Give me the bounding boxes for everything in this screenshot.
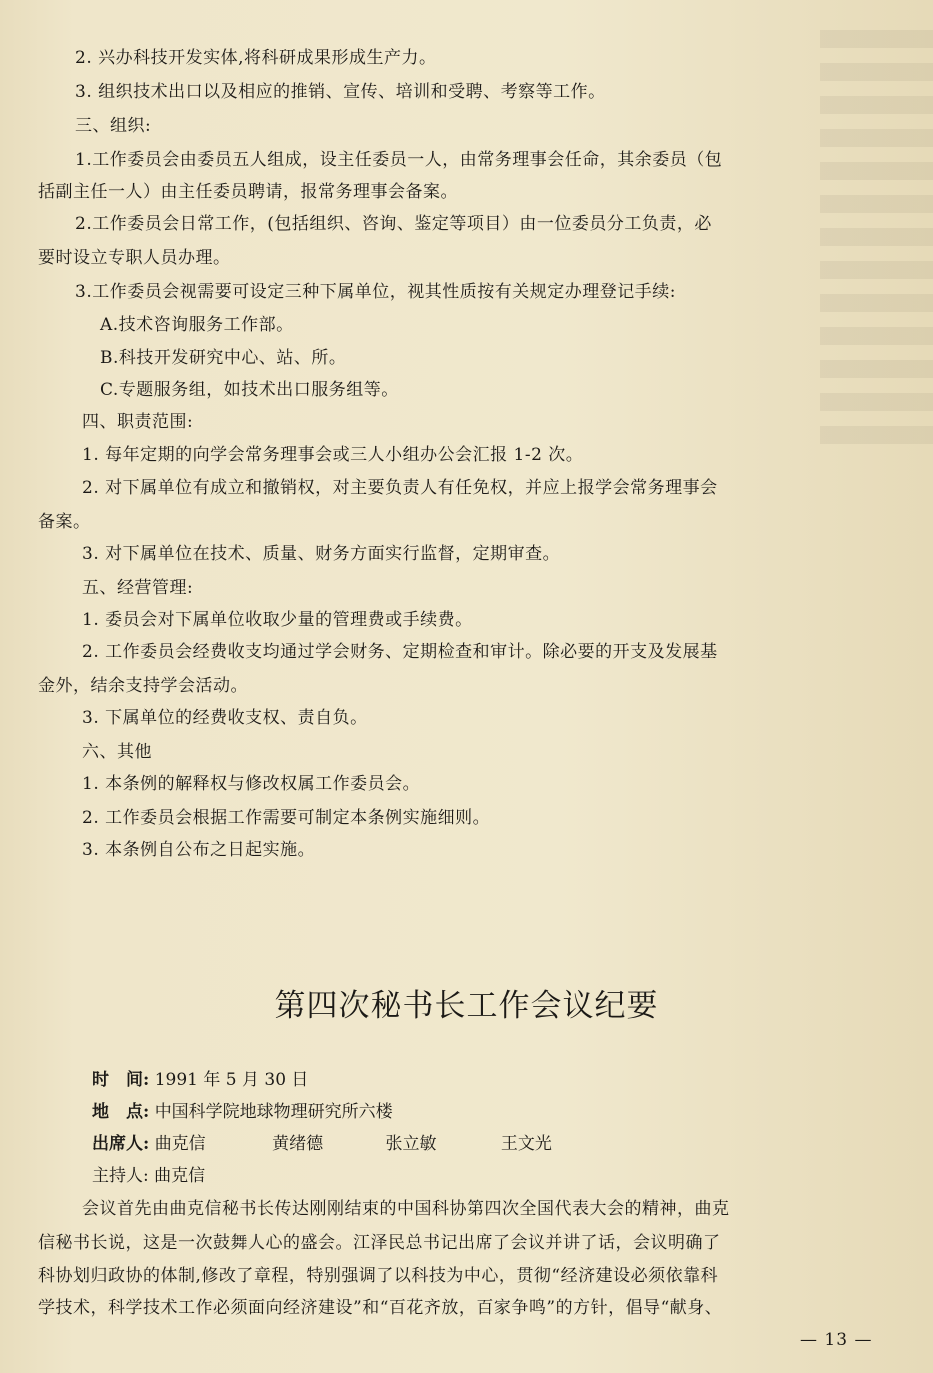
section-heading: 六、其他	[82, 742, 152, 762]
meta-place-value: 中国科学院地球物理研究所六楼	[154, 1102, 393, 1122]
show-through-text	[820, 30, 933, 450]
minutes-title: 第四次秘书长工作会议纪要	[274, 988, 659, 1024]
text-line: B.科技开发研究中心、站、所。	[100, 348, 347, 368]
text-line: C.专题服务组，如技术出口服务组等。	[100, 380, 399, 400]
body-line: 信秘书长说，这是一次鼓舞人心的盛会。江泽民总书记出席了会议并讲了话，会议明确了	[38, 1233, 721, 1253]
text-line: 2. 兴办科技开发实体,将科研成果形成生产力。	[75, 48, 437, 68]
text-line: 2. 工作委员会经费收支均通过学会财务、定期检查和审计。除必要的开支及发展基	[82, 642, 718, 662]
attendee: 张立敏	[385, 1134, 437, 1154]
meta-attendees-label: 出席人:	[92, 1134, 150, 1154]
text-line: 金外，结余支持学会活动。	[38, 676, 248, 696]
meta-time-value: 1991 年 5 月 30 日	[154, 1070, 309, 1090]
text-line: 3.工作委员会视需要可设定三种下属单位，视其性质按有关规定办理登记手续:	[75, 282, 676, 302]
text-line: 3. 对下属单位在技术、质量、财务方面实行监督，定期审查。	[82, 544, 561, 564]
text-line: 括副主任一人）由主任委员聘请，报常务理事会备案。	[38, 182, 458, 202]
text-line: 2. 工作委员会根据工作需要可制定本条例实施细则。	[82, 808, 491, 828]
meta-time	[92, 1068, 308, 1092]
attendee: 曲克信	[154, 1134, 206, 1154]
body-line: 学技术，科学技术工作必须面向经济建设”和“百花齐放，百家争鸣”的方针，倡导“献身、	[38, 1298, 723, 1318]
meta-host-label: 主持人:	[92, 1166, 149, 1186]
text-line: 2. 对下属单位有成立和撤销权，对主要负责人有任免权，并应上报学会常务理事会	[82, 478, 718, 498]
meta-time-label: 时 间:	[92, 1070, 150, 1090]
text-line: 1.工作委员会由委员五人组成，设主任委员一人，由常务理事会任命，其余委员（包	[75, 150, 723, 170]
section-heading: 三、组织:	[75, 116, 152, 136]
attendee: 黄绪德	[272, 1134, 324, 1154]
body-line: 会议首先由曲克信秘书长传达刚刚结束的中国科协第四次全国代表大会的精神，曲克	[82, 1199, 730, 1219]
text-line: 要时设立专职人员办理。	[38, 248, 231, 268]
text-line: 2.工作委员会日常工作，(包括组织、咨询、鉴定等项目）由一位委员分工负责，必	[75, 214, 712, 234]
meta-place	[92, 1100, 393, 1124]
text-line: 备案。	[38, 512, 91, 532]
meta-place-label: 地 点:	[92, 1102, 150, 1122]
text-line: 1. 本条例的解释权与修改权属工作委员会。	[82, 774, 421, 794]
text-line: 1. 每年定期的向学会常务理事会或三人小组办公会汇报 1-2 次。	[82, 445, 584, 465]
attendee: 王文光	[500, 1134, 552, 1154]
section-heading: 四、职责范围:	[82, 412, 194, 432]
text-line: 3. 下属单位的经费收支权、责自负。	[82, 708, 368, 728]
text-line: 3. 组织技术出口以及相应的推销、宣传、培训和受聘、考察等工作。	[75, 82, 606, 102]
page-number: — 13 —	[800, 1330, 873, 1350]
text-line: 1. 委员会对下属单位收取少量的管理费或手续费。	[82, 610, 473, 630]
meta-attendees	[92, 1132, 552, 1156]
meta-host	[92, 1164, 205, 1188]
text-line: 3. 本条例自公布之日起实施。	[82, 840, 316, 860]
text-line: A.技术咨询服务工作部。	[100, 315, 294, 335]
body-line: 科协划归政协的体制,修改了章程，特别强调了以科技为中心，贯彻“经济建设必须依靠科	[38, 1266, 719, 1286]
section-heading: 五、经营管理:	[82, 578, 194, 598]
meta-host-value: 曲克信	[154, 1166, 206, 1186]
